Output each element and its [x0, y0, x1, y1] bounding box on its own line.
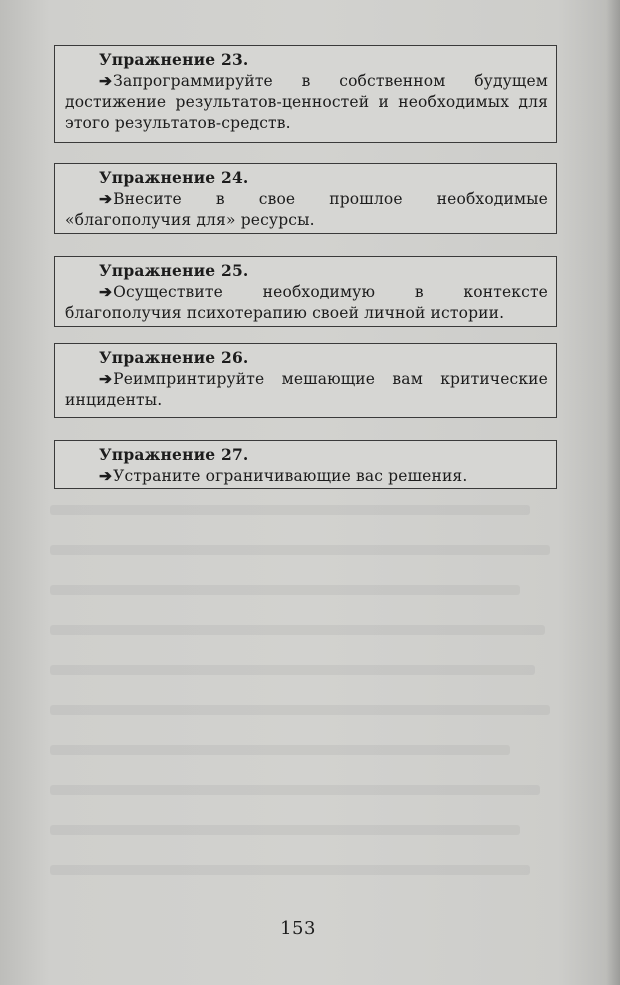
exercise-box-24 [54, 163, 557, 234]
exercise-box-27 [54, 440, 557, 489]
exercise-box-26 [54, 343, 557, 418]
bleed-through-line [50, 825, 520, 835]
exercise-text [65, 465, 548, 487]
exercise-instruction: Запрограммируйте в собственном будущем достижение результатов-ценностей и необходимых для этого результатов-средств. [65, 72, 548, 132]
page-number: 153 [280, 918, 316, 939]
bleed-through-line [50, 545, 550, 555]
bleed-through-line [50, 865, 530, 875]
bleed-through-line [50, 665, 535, 675]
exercise-title: Упражнение 23. [99, 50, 249, 69]
exercise-title: Упражнение 24. [99, 168, 249, 187]
exercise-instruction: Внесите в свое прошлое необходимые «благополучия для» ресурсы. [65, 190, 548, 229]
exercise-instruction: Устраните ограничивающие вас решения. [113, 467, 468, 485]
arrow-icon: ➔ [99, 282, 113, 301]
exercise-box-25 [54, 256, 557, 327]
arrow-icon: ➔ [99, 189, 113, 208]
exercise-text [65, 70, 548, 134]
arrow-icon: ➔ [99, 466, 113, 485]
bleed-through-line [50, 585, 520, 595]
exercise-text [65, 281, 548, 324]
exercise-title: Упражнение 26. [99, 348, 249, 367]
arrow-icon: ➔ [99, 71, 113, 90]
bleed-through-line [50, 785, 540, 795]
page-edge-shadow [606, 0, 620, 985]
bleed-through-line [50, 505, 530, 515]
exercise-instruction: Реимпринтируйте мешающие вам критические инциденты. [65, 370, 548, 409]
exercise-title: Упражнение 25. [99, 261, 249, 280]
bleed-through-line [50, 625, 545, 635]
exercise-text [65, 368, 548, 411]
bleed-through-line [50, 705, 550, 715]
arrow-icon: ➔ [99, 369, 113, 388]
exercise-text [65, 188, 548, 231]
exercise-box-23 [54, 45, 557, 143]
exercise-title: Упражнение 27. [99, 445, 249, 464]
exercise-instruction: Осуществите необходимую в контексте благополучия психотерапию своей личной истории. [65, 283, 548, 322]
bleed-through-line [50, 745, 510, 755]
